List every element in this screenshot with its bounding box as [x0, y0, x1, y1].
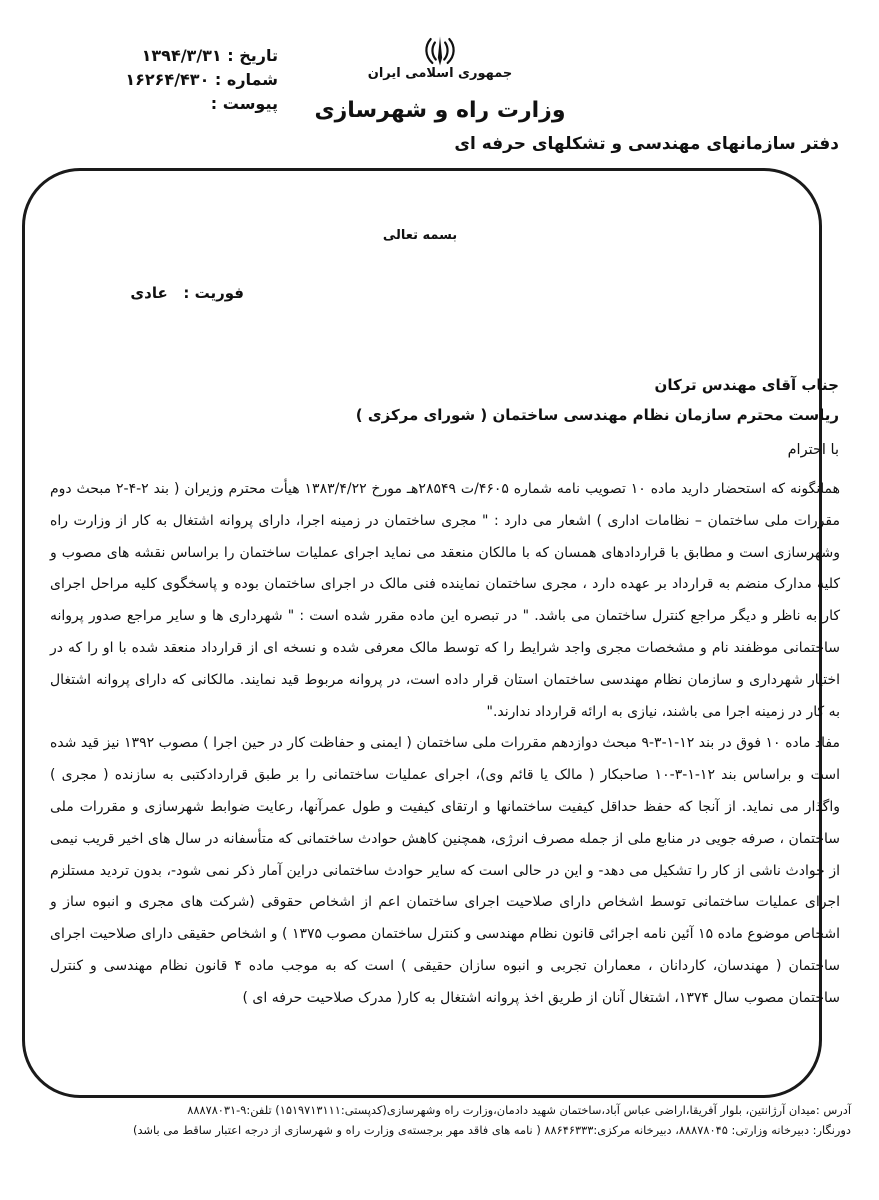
- attachment-label: پیوست :: [210, 94, 278, 113]
- date-line: [108, 44, 278, 68]
- recipient-title: ریاست محترم سازمان نظام مهندسی ساختمان ( شورای مرکزی ): [355, 406, 839, 424]
- priority-label: فوریت :: [183, 284, 244, 302]
- footer-fax: دورنگار: دبیرخانه وزارتی: ۸۸۸۷۸۰۴۵، دبیرخانه مرکزی:۸۸۶۴۶۳۳۳ ( نامه های فاقد مهر برجسته‌ی وزارت راه و شهرسازی از درجه اعتبار ساقط می باشد): [133, 1123, 851, 1137]
- paragraph-2: مفاد ماده ۱۰ فوق در بند ۱۲-۱-۳-۹ مبحث دوازدهم مقررات ملی ساختمان ( ایمنی و حفاظت کار در حین اجرا ) مصوب ۱۳۹۲ نیز قید شده است و براساس بند ۱۲-۱-۳-۱۰ صاحبکار ( مالک یا قائم وی)، اجرای عملیات ساختمانی را بر طبق قراردادکتبی به سازنده ( مجری ) واگذار می نماید. از آنجا که حفظ حداقل کیفیت ساختمانها و ارتقای کیفیت و طول عمرآنها، رعایت ضوابط شهرسازی و مقررات ملی ساختمان ، صرفه جویی در منابع ملی از جمله مصرف انرژی، همچنین کاهش حوادث ساختمانی که متأسفانه در سال های اخیر قریب نیمی از حوادث ناشی از کار را تشکیل می دهد- و این در حالی است که سایر حوادث ساختمانی دراین آمار ذکر نمی شود-، بدون تردید مستلزم اجرای عملیات ساختمانی توسط اشخاص دارای صلاحیت اجرای ساختمان اعم از اشخاص حقوقی (شرکت های مجری و انبوه ساز و اشخاص موضوع ماده ۱۵ آئین نامه اجرائی قانون نظام مهندسی و کنترل ساختمان مصوب ۱۳۷۵ ) و اشخاص حقیقی دارای صلاحیت اجرای ساختمان ( مهندسان، کاردانان ، معماران تجربی و انبوه سازان حقیقی ) است که به موجب ماده ۴ قانون نظام مهندسی و کنترل ساختمان مصوب سال ۱۳۷۴، اشتغال آنان از طریق اخذ پروانه اشتغال به کار( مدرک صلاحیت حرفه ای ): [50, 735, 840, 1006]
- date-label: تاریخ :: [227, 46, 278, 65]
- greeting: با احترام: [787, 442, 839, 458]
- priority-value: عادی: [130, 284, 168, 302]
- number-line: [108, 68, 278, 92]
- number-value: ۱۶۲۶۴/۴۳۰: [125, 70, 210, 89]
- date-value: ۱۳۹۴/۳/۳۱: [141, 46, 222, 65]
- priority-line: [130, 284, 244, 302]
- iran-emblem-icon: [423, 34, 457, 68]
- recipient-name: جناب آقای مهندس ترکان: [654, 376, 839, 394]
- office-name: دفتر سازمانهای مهندسی و تشکلهای حرفه ای: [454, 134, 839, 154]
- number-label: شماره :: [214, 70, 278, 89]
- attachment-line: [108, 92, 278, 116]
- paragraph-1: همانگونه که استحضار دارید ماده ۱۰ تصویب نامه شماره ۴۶۰۵/ت ۲۸۵۴۹هـ مورخ ۱۳۸۳/۴/۲۲ هیأت محترم وزیران ( بند ۲-۴-۲ مبحث دوم مقررات ملی ساختمان – نظامات اداری ) اشعار می دارد : " مجری ساختمان در زمینه اجرا، دارای پروانه اشتغال به کار از وزارت راه وشهرسازی است و مطابق با قراردادهای همسان که با مالکان منعقد می نماید اجرای عملیات ساختمان را براساس نقشه های مصوب و کلیه مدارک منضم به قرارداد بر عهده دارد ، مجری ساختمان نماینده فنی مالک در اجرای ساختمان بوده و پاسخگوی کلیه مراحل اجرای کار به ناظر و دیگر مراجع کنترل ساختمان می باشد. " در تبصره این ماده مقرر شده است : " شهرداری ها و سایر مراجع صدور پروانه ساختمانی موظفند نام و مشخصات مجری واجد شرایط را که توسط مالک معرفی شده و نسخه ای از قرارداد منعقد شده با او را که در اختیار شهرداری و سازمان نظام مهندسی ساختمان استان قرار داده است، در پروانه مربوط قید نمایند. مالکانی که دارای پروانه اشتغال به کار در زمینه اجرا می باشند، نیازی به ارائه قرارداد ندارند.": [50, 481, 840, 720]
- footer: [21, 1100, 851, 1140]
- footer-address: آدرس :میدان آرژانتین، بلوار آفریقا،اراضی عباس آباد،ساختمان شهید دادمان،وزارت راه وشهرسازی(کدپستی:۱۵۱۹۷۱۳۱۱۱) تلفن:۹-۸۸۸۷۸۰۳۱: [187, 1103, 851, 1117]
- country-name: جمهوری اسلامی ایران: [367, 66, 513, 81]
- ministry-name: وزارت راه و شهرسازی: [314, 98, 566, 123]
- recipient-block: [356, 370, 839, 430]
- letter-body: [50, 474, 840, 1015]
- letter-meta: [108, 44, 278, 116]
- bismillah: بسمه تعالی: [382, 228, 458, 243]
